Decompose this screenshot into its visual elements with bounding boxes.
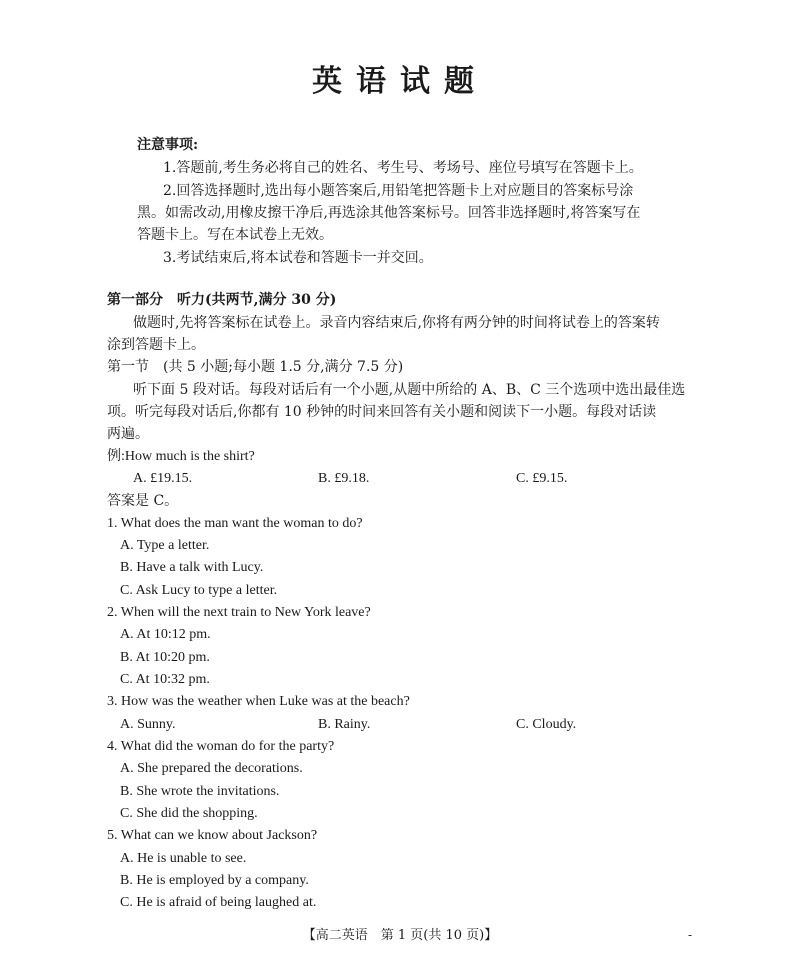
question-option: B. Have a talk with Lucy.	[120, 560, 264, 575]
section-instruction-line: 两遍。	[107, 426, 149, 442]
question-option: A. She prepared the decorations.	[120, 761, 303, 776]
notice-line: 1.答题前,考生务必将自己的姓名、考生号、考场号、座位号填写在答题卡上。	[163, 160, 643, 176]
corner-mark: -	[688, 928, 693, 942]
page-title: 英语试题	[312, 64, 488, 99]
part-intro-line: 涂到答题卡上。	[107, 337, 205, 353]
question-option: B. She wrote the invitations.	[120, 784, 280, 799]
question-option: B. At 10:20 pm.	[120, 650, 210, 665]
example-option: C. £9.15.	[516, 471, 568, 486]
question-option: A. He is unable to see.	[120, 851, 247, 866]
question-text: 2. When will the next train to New York leave?	[107, 605, 371, 620]
question-option: A. Type a letter.	[120, 538, 210, 553]
question-option: A. Sunny.	[120, 717, 176, 732]
question-option: C. Ask Lucy to type a letter.	[120, 583, 278, 598]
question-option: A. At 10:12 pm.	[120, 627, 211, 642]
notice-line: 答题卡上。写在本试卷上无效。	[137, 227, 333, 243]
question-option: C. She did the shopping.	[120, 806, 258, 821]
question-text: 3. How was the weather when Luke was at the beach?	[107, 694, 410, 709]
example-option: A. £19.15.	[133, 471, 193, 486]
part-heading: 第一部分 听力(共两节,满分 30 分)	[107, 292, 337, 308]
notice-heading: 注意事项:	[137, 137, 199, 153]
question-text: 4. What did the woman do for the party?	[107, 739, 335, 754]
question-option: C. At 10:32 pm.	[120, 672, 210, 687]
notice-line: 黑。如需改动,用橡皮擦干净后,再选涂其他答案标号。回答非选择题时,将答案写在	[137, 205, 641, 221]
notice-line: 3.考试结束后,将本试卷和答题卡一并交回。	[163, 250, 433, 266]
section-instruction-line: 项。听完每段对话后,你都有 10 秒钟的时间来回答有关小题和阅读下一小题。每段对话读	[107, 404, 657, 420]
part-intro-line: 做题时,先将答案标在试卷上。录音内容结束后,你将有两分钟的时间将试卷上的答案转	[133, 315, 660, 331]
question-option: C. He is afraid of being laughed at.	[120, 895, 317, 910]
question-option: B. Rainy.	[318, 717, 371, 732]
page-footer: 【高二英语 第 1 页(共 10 页)】	[302, 928, 498, 943]
example-answer: 答案是 C。	[107, 493, 179, 509]
section-heading: 第一节 (共 5 小题;每小题 1.5 分,满分 7.5 分)	[107, 359, 404, 375]
question-option: C. Cloudy.	[516, 717, 577, 732]
question-text: 1. What does the man want the woman to do?	[107, 516, 363, 531]
notice-line: 2.回答选择题时,选出每小题答案后,用铅笔把答题卡上对应题目的答案标号涂	[163, 183, 634, 199]
example-option: B. £9.18.	[318, 471, 370, 486]
question-option: B. He is employed by a company.	[120, 873, 309, 888]
example-question: 例:How much is the shirt?	[107, 449, 255, 464]
section-instruction-line: 听下面 5 段对话。每段对话后有一个小题,从题中所给的 A、B、C 三个选项中选出最佳选	[133, 382, 686, 398]
question-text: 5. What can we know about Jackson?	[107, 828, 318, 843]
